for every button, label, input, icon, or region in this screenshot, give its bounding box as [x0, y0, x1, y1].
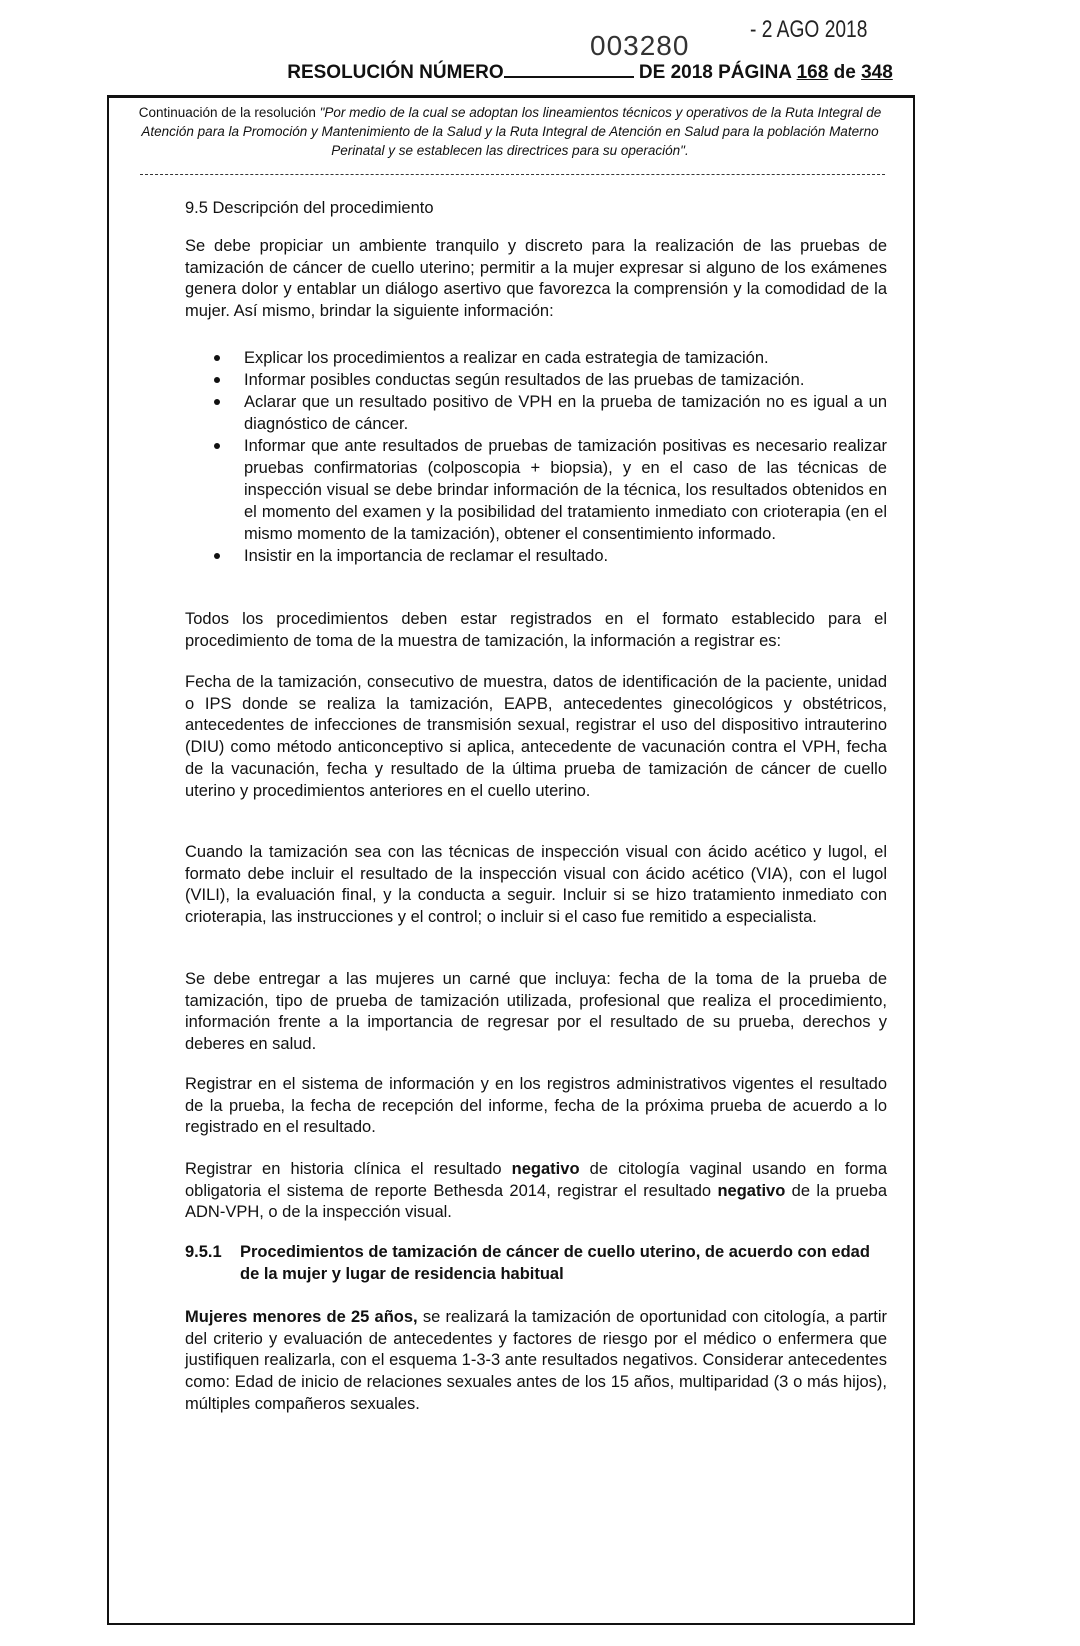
bold-text: negativo	[717, 1181, 786, 1200]
total-pages: 348	[861, 62, 893, 83]
paragraph	[185, 1307, 887, 1416]
text: se realizará la tamización de oportunidad con citología, a partir del criterio y evaluación de antecedentes y factores de riesgo por el médico o enfermera que justifiquen realizarla, con el esquema 1-3-3 ante resultados negativos. Considerar antecedentes como: Edad de inicio de relaciones sexuales antes de los 15 años, multiparidad (3 o más hijos), múltiples compañeros sexuales.	[185, 1308, 887, 1413]
resolution-number-stamp: 003280	[590, 30, 690, 61]
date-stamp: - 2 AGO 2018	[750, 16, 868, 43]
continuation-prefix: Continuación de la resolución	[138, 105, 320, 120]
list-item: Insistir en la importancia de reclamar el resultado.	[185, 545, 887, 567]
bold-text: Mujeres menores de 25 años,	[185, 1308, 418, 1326]
paragraph: Registrar en el sistema de información y en los registros administrativos vigentes el resultado de la prueba, la fecha de recepción del informe, fecha de la próxima prueba de acuerdo a lo registrado en el resultado.	[185, 1075, 887, 1137]
continuation-title: "Por medio de la cual se adoptan los lineamientos técnicos y operativos de la Ruta Integral de Atención para la Promoción y Mantenimiento de la Salud y la Ruta Integral de Atención en Salud para la población Materno Perinatal y se establecen las directrices para su operación".	[141, 105, 882, 158]
subsection-title: Procedimientos de tamización de cáncer de cuello uterino, de acuerdo con edad de la mujer y lugar de residencia habitual	[240, 1243, 870, 1283]
list-item: Informar posibles conductas según resultados de las pruebas de tamización.	[185, 369, 887, 391]
list-item: Informar que ante resultados de pruebas de tamización positivas es necesario realizar pruebas confirmatorias (colposcopia + biopsia), y en el caso de las técnicas de inspección visual se debe brindar información de la técnica, los resultados obtenidos en el momento del examen y la posibilidad del tratamiento inmediato con crioterapia (en el mismo momento de la tamización), obtener el consentimiento informado.	[185, 435, 887, 545]
text: de la prueba ADN-VPH, o de la inspección visual.	[185, 1181, 888, 1222]
text: de citología vaginal usando en forma obligatoria el sistema de reporte Bethesda 2014, registrar el resultado	[185, 1160, 887, 1200]
paragraph: Fecha de la tamización, consecutivo de muestra, datos de identificación de la paciente, unidad o IPS donde se realiza la tamización, EAPB, antecedentes ginecológicos y obstétricos, antecedentes de infecciones de transmisión sexual, registrar el uso del dispositivo intrauterino (DIU) como método anticonceptivo si aplica, antecedente de vacunación contra el VPH, fecha de la vacunación, fecha y resultado de la última prueba de tamización de cáncer de cuello uterino y procedimientos anteriores en el cuello uterino.	[185, 673, 887, 800]
year-label: DE 2018 PÁGINA	[638, 62, 792, 83]
paragraph	[185, 1159, 887, 1224]
text: Registrar en historia clínica el resultado	[185, 1160, 512, 1178]
subsection-heading	[185, 1242, 887, 1285]
paragraph: Se debe propiciar un ambiente tranquilo y discreto para la realización de las pruebas de tamización de cáncer de cuello uterino; permitir a la mujer expresar si alguno de los exámenes genera dolor y entablar un diálogo asertivo que favorezca la comprensión y la comodidad de la mujer. Así mismo, brindar la siguiente información:	[185, 237, 887, 321]
paragraph: Todos los procedimientos deben estar registrados en el formato establecido para el procedimiento de toma de la muestra de tamización, la información a registrar es:	[185, 610, 887, 650]
of-label: de	[833, 62, 856, 83]
divider	[140, 174, 885, 175]
page-number: 168	[796, 62, 829, 83]
bullet-list	[185, 347, 887, 567]
paragraph: Cuando la tamización sea con las técnicas de inspección visual con ácido acético y lugol, el formato debe incluir el resultado de la inspección visual con ácido acético (VIA), con el lugol (VILI), la evaluación final, y la conducta a seguir. Incluir si se hizo tratamiento inmediato con crioterapia, las instrucciones y el control; o incluir si el caso fue remitido a especialista.	[185, 843, 887, 927]
bold-text: negativo	[511, 1160, 580, 1178]
number-blank	[504, 58, 634, 78]
section-heading: 9.5 Descripción del procedimiento	[185, 199, 434, 217]
subsection-number: 9.5.1	[185, 1243, 222, 1261]
paragraph: Se debe entregar a las mujeres un carné que incluya: fecha de la toma de la prueba de tamización, tipo de prueba de tamización utilizada, profesional que realiza el procedimiento, información frente a la importancia de regresar por el resultado de su prueba, derechos y deberes en salud.	[185, 970, 887, 1054]
resolution-label: RESOLUCIÓN NÚMERO	[287, 62, 504, 83]
list-item: Explicar los procedimientos a realizar en cada estrategia de tamización.	[185, 347, 887, 369]
page-header	[50, 58, 1080, 84]
list-item: Aclarar que un resultado positivo de VPH en la prueba de tamización no es igual a un diagnóstico de cáncer.	[185, 391, 887, 435]
continuation-note	[130, 103, 890, 160]
